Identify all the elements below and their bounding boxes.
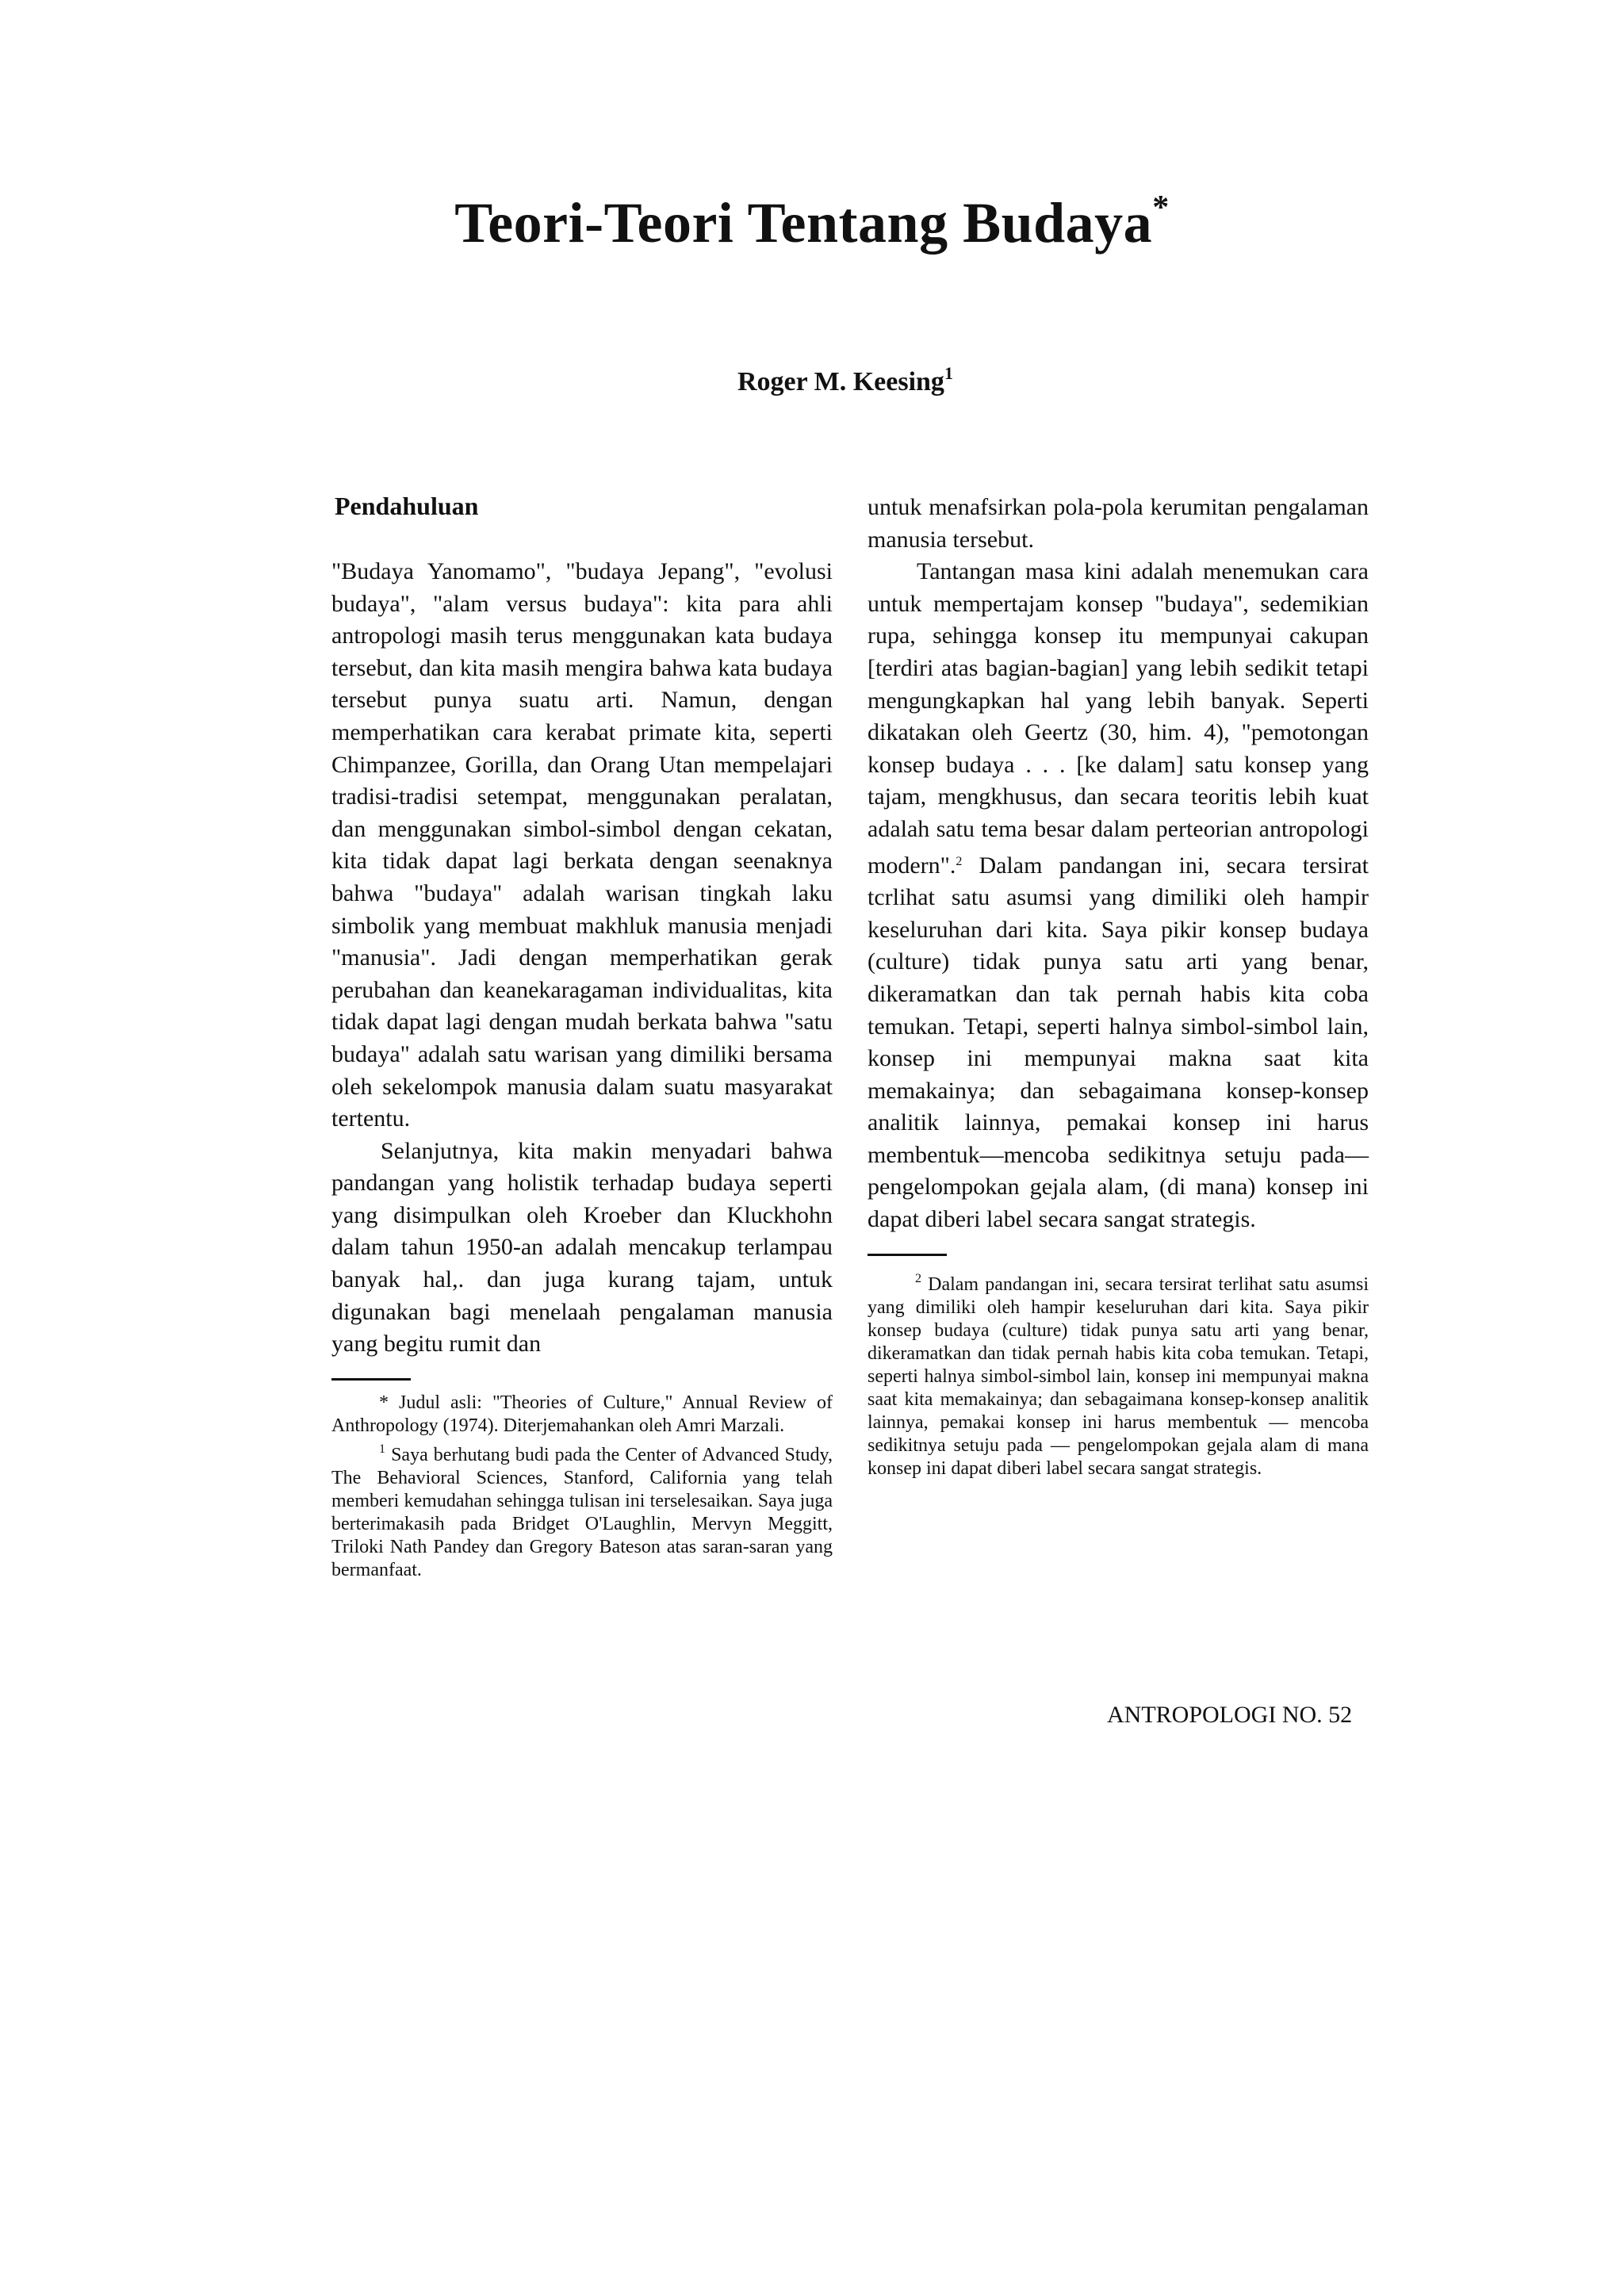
footnote-reference: 2 [956, 854, 963, 868]
section-heading: Pendahuluan [335, 492, 479, 520]
footnote: $^2$ Dalam pandangan ini, secara tersirat terlihat satu asumsi yang dimiliki oleh hampir keseluruhan dari kita. Saya pikir konsep budaya (culture) tidak punya satu arti yang benar, dikeramatkan dan tidak pernah habis kita coba temukan. Tetapi, seperti halnya simbol-simbol lain, konsep ini mempunyai makna saat kita memakainya; dan sebagaimana konsep-konsep analitik lainnya, pemakai konsep ini harus membentuk — mencoba sedikitnya setuju pada — pengelompokan gejala alam di mana konsep ini dapat diberi label secara sangat strategis. [868, 1271, 1369, 1479]
running-footer: ANTROPOLOGI NO. 52 [1107, 1702, 1353, 1728]
left-column [331, 492, 833, 1582]
paragraph-indented: Selanjutnya, kita makin menyadari bahwa pandangan yang holistik terhadap budaya seperti yang disimpulkan oleh Kroeber dan Kluckhohn dalam tahun 1950-an adalah mencakup terlampau banyak hal,. dan juga kurang tajam, untuk digunakan bagi menelaah pengalaman manusia yang begitu rumit dan [331, 1137, 833, 1358]
left-body [331, 556, 833, 1361]
right-column [868, 492, 1369, 1480]
paragraph: untuk menafsirkan pola-pola kerumitan pengalaman manusia tersebut. [868, 494, 1369, 553]
paragraph: "Budaya Yanomamo", "budaya Jepang", "evolusi budaya", "alam versus budaya": kita para ahli antropologi masih terus menggunakan kata budaya tersebut, dan kita masih mengira bahwa kata budaya tersebut punya suatu arti. Namun, dengan memperhatikan cara kerabat primate kita, seperti Chimpanzee, Gorilla, dan Orang Utan mempelajari tradisi-tradisi setempat, menggunakan peralatan, dan menggunakan simbol-simbol dengan cekatan, kita tidak dapat lagi berkata dengan seenaknya bahwa "budaya" adalah warisan tingkah laku simbolik yang membuat makhluk manusia menjadi "manusia". Jadi dengan memperhatikan gerak perubahan dan keanekaragaman individualitas, kita tidak dapat lagi dengan mudah berkata bahwa "satu budaya" adalah satu warisan yang dimiliki bersama oleh sekelompok manusia dalam suatu masyarakat tertentu. [331, 558, 833, 1132]
footnote: $^1$ Saya berhutang budi pada the Center of Advanced Study, The Behavioral Sciences, Stanford, California yang telah memberi kemudahan sehingga tulisan ini terselesaikan. Saya juga berterimakasih pada Bridget O'Laughlin, Mervyn Meggitt, Triloki Nath Pandey dan Gregory Bateson atas saran-saran yang bermanfaat. [331, 1442, 833, 1580]
title-footnote-mark: * [1152, 190, 1170, 226]
footnotes-left [331, 1392, 833, 1582]
paragraph-indented: Tantangan masa kini adalah menemukan cara untuk mempertajam konsep "budaya", sedemikian rupa, sehingga konsep itu mempunyai cakupan [terdiri atas bagian-bagian] yang lebih sedikit tetapi mengungkapkan hal yang lebih banyak. Seperti dikatakan oleh Geertz (30, him. 4), "pemotongan konsep budaya . . . [ke dalam] satu konsep yang tajam, mengkhusus, dan secara teoritis lebih kuat adalah satu tema besar dalam perteorian antropologi modern".$^2$ Dalam pandangan ini, secara tersirat tcrlihat satu asumsi yang dimiliki oleh hampir keseluruhan dari kita. Saya pikir konsep budaya (culture) tidak punya satu arti yang benar, dikeramatkan dan tak pernah habis kita coba temukan. Tetapi, seperti halnya simbol-simbol lain, konsep ini mempunyai makna saat kita memakainya; dan sebagaimana konsep-konsep analitik lainnya, pemakai konsep ini harus membentuk—mencoba sedikitnya setuju pada—pengelompokan gejala alam, (di mana) konsep ini dapat diberi label secara sangat strategis. [868, 558, 1369, 1233]
footnotes-right [868, 1267, 1369, 1480]
author-name: Roger M. Keesing$^1$ [737, 363, 953, 396]
right-body [868, 492, 1369, 1236]
footnote: * Judul asli: "Theories of Culture," Annual Review of Anthropology (1974). Diterjemahankan oleh Amri Marzali. [331, 1392, 833, 1436]
author-footnote-mark: 1 [944, 363, 953, 383]
page-title: Teori-Teori Tentang Budaya* [454, 190, 1170, 255]
